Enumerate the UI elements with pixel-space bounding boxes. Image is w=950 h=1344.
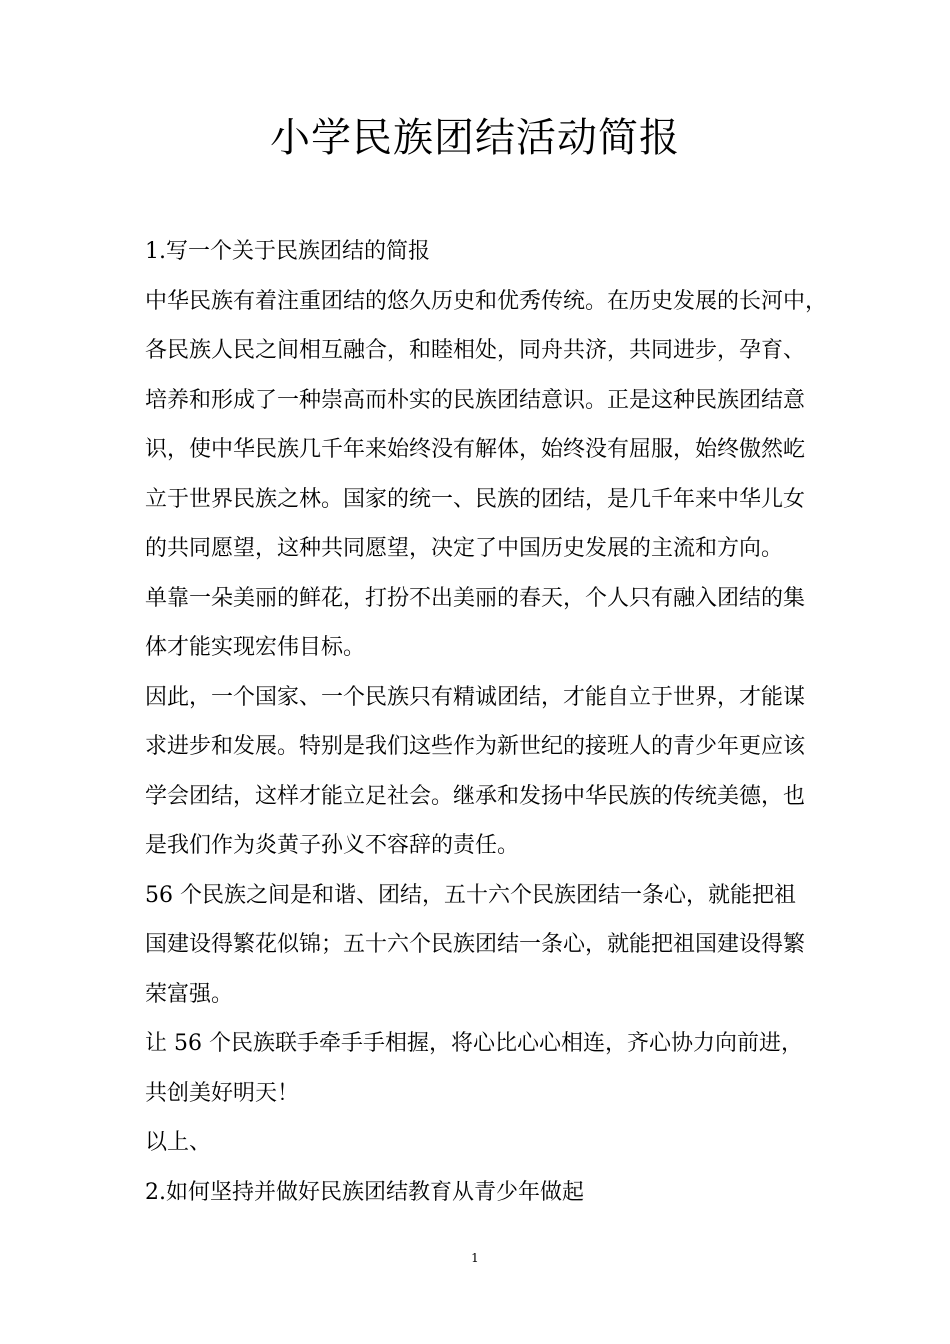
paragraph-line: 单靠一朵美丽的鲜花，打扮不出美丽的春天，个人只有融入团结的集 bbox=[145, 585, 806, 611]
paragraph-line: 因此，一个国家、一个民族只有精诚团结，才能自立于世界，才能谋 bbox=[145, 684, 806, 710]
document-body bbox=[145, 227, 828, 1217]
paragraph-line: 中华民族有着注重团结的悠久历史和优秀传统。在历史发展的长河中， bbox=[145, 288, 828, 314]
page-number: 1 bbox=[471, 1251, 479, 1265]
paragraph-line: 56 个民族之间是和谐、团结，五十六个民族团结一条心，就能把祖 bbox=[145, 882, 796, 908]
paragraph-line: 体才能实现宏伟目标。 bbox=[145, 635, 366, 660]
paragraph-line: 荣富强。 bbox=[145, 981, 234, 1007]
paragraph-line: 求进步和发展。特别是我们这些作为新世纪的接班人的青少年更应该 bbox=[145, 734, 806, 759]
paragraph-line: 以上、 bbox=[145, 1130, 212, 1155]
paragraph-line: 共创美好明天！ bbox=[145, 1080, 300, 1106]
heading-section-2: 2.如何坚持并做好民族团结教育从青少年做起 bbox=[145, 1179, 584, 1205]
paragraph-line: 让 56 个民族联手牵手手相握，将心比心心相连，齐心协力向前进， bbox=[145, 1031, 803, 1056]
paragraph-line: 培养和形成了一种崇高而朴实的民族团结意识。正是这种民族团结意 bbox=[145, 387, 806, 413]
paragraph-line: 各民族人民之间相互融合，和睦相处，同舟共济，共同进步，孕育、 bbox=[145, 338, 806, 363]
heading-section-1: 1.写一个关于民族团结的简报 bbox=[145, 239, 430, 264]
paragraph-line: 是我们作为炎黄子孙义不容辞的责任。 bbox=[145, 833, 520, 858]
paragraph-line: 的共同愿望，这种共同愿望，决定了中国历史发展的主流和方向。 bbox=[145, 536, 784, 561]
paragraph-line: 识，使中华民族几千年来始终没有解体，始终没有屈服，始终傲然屹 bbox=[145, 437, 806, 462]
paragraph-line: 立于世界民族之林。国家的统一、民族的团结，是几千年来中华儿女 bbox=[145, 486, 806, 512]
paragraph-line: 学会团结，这样才能立足社会。继承和发扬中华民族的传统美德，也 bbox=[145, 783, 806, 809]
paragraph-line: 国建设得繁花似锦；五十六个民族团结一条心，就能把祖国建设得繁 bbox=[145, 932, 806, 957]
document-title: 小学民族团结活动简报 bbox=[270, 115, 680, 161]
